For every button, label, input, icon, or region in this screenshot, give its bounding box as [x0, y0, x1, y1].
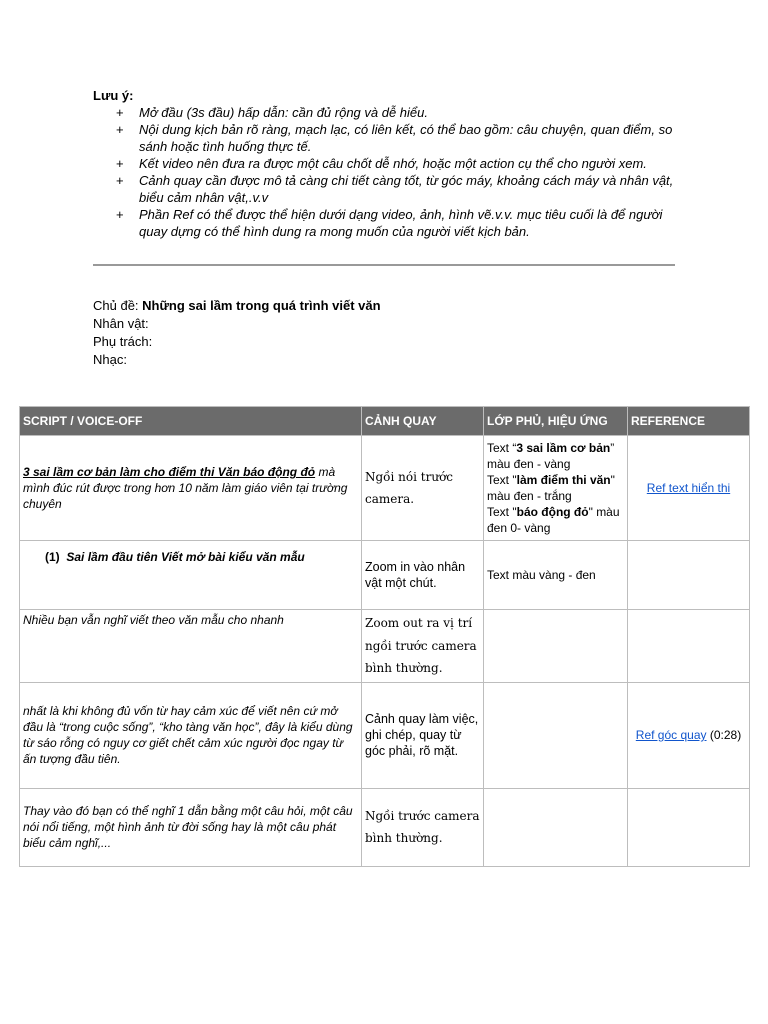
- reference-cell: [628, 682, 750, 788]
- topic-value: Những sai lầm trong quá trình viết văn: [142, 298, 381, 313]
- reference-cell: [628, 610, 750, 683]
- reference-cell: [628, 436, 750, 541]
- overlay-cell: Text màu vàng - đen: [484, 541, 628, 610]
- overlay-cell: Text “3 sai lầm cơ bản” màu đen - vàng Text "làm điểm thi văn" màu đen - trắng Text "báo động đỏ" màu đen 0- vàng: [484, 436, 628, 541]
- note-item: + Mở đầu (3s đầu) hấp dẫn: cần đủ rộng và dễ hiểu.: [116, 105, 428, 120]
- music-line: Nhạc:: [93, 352, 127, 367]
- note-item: + Phần Ref có thể được thể hiện dưới dạng video, ảnh, hình vẽ.v.v. mục tiêu cuối là để người quay dựng có thể hình dung ra mong muốn của người viết kịch bản.: [116, 207, 663, 239]
- script-cell: 3 sai lầm cơ bản làm cho điểm thi Văn báo động đỏ mà mình đúc rút được trong hơn 10 năm làm giáo viên tại trường chuyên: [20, 436, 362, 541]
- reference-link[interactable]: Ref text hiển thi: [646, 481, 731, 495]
- overlay-cell: [484, 610, 628, 683]
- script-table: [19, 406, 750, 867]
- notes-section: [93, 87, 675, 240]
- note-item: + Nội dung kịch bản rõ ràng, mạch lạc, có liên kết, có thể bao gồm: câu chuyện, quan điểm, so sánh hoặc tình huống thực tế.: [116, 122, 673, 154]
- overlay-cell: [484, 682, 628, 788]
- table-row: [20, 610, 750, 683]
- table-header-row: [20, 407, 750, 436]
- scene-cell: Zoom out ra vị trí ngồi trước camera bình thường.: [362, 610, 484, 683]
- table-row: [20, 788, 750, 866]
- note-item: + Kết video nên đưa ra được một câu chốt dễ nhớ, hoặc một action cụ thể cho người xem.: [116, 156, 647, 171]
- note-item: + Cảnh quay cần được mô tả càng chi tiết càng tốt, từ góc máy, khoảng cách máy và nhân vật, biểu cảm nhân vật,.v.v: [116, 173, 674, 205]
- bullet: +: [116, 105, 124, 120]
- horizontal-rule: [93, 264, 675, 266]
- table-row: [20, 541, 750, 610]
- overlay-cell: [484, 788, 628, 866]
- scene-cell: Ngồi trước camera bình thường.: [362, 788, 484, 866]
- table-row: [20, 436, 750, 541]
- table-row: [20, 682, 750, 788]
- header-overlay: LỚP PHỦ, HIỆU ỨNG: [484, 407, 628, 436]
- header-reference: REFERENCE: [628, 407, 750, 436]
- reference-time: (0:28): [706, 728, 742, 742]
- topic-line: Chủ đề: Những sai lầm trong quá trình viết văn: [93, 298, 381, 313]
- scene-cell: Ngồi nói trước camera.: [362, 436, 484, 541]
- bullet: +: [116, 156, 124, 171]
- header-script: SCRIPT / VOICE-OFF: [20, 407, 362, 436]
- owner-line: Phụ trách:: [93, 334, 153, 349]
- header-scene: CẢNH QUAY: [362, 407, 484, 436]
- scene-cell: Cảnh quay làm việc, ghi chép, quay từ góc phải, rõ mặt.: [362, 682, 484, 788]
- bullet: +: [116, 173, 124, 188]
- script-cell: nhất là khi không đủ vốn từ hay cảm xúc để viết nên cứ mở đầu là “trong cuộc sống”, “kho tàng văn học”, đây là kiểu dùng từ sáo rỗng có nguy cơ giết chết cảm xúc người đọc ngay từ ấn tượng đầu tiên.: [20, 682, 362, 788]
- bullet: +: [116, 122, 124, 137]
- reference-cell: [628, 541, 750, 610]
- script-cell: Thay vào đó bạn có thể nghĩ 1 dẫn bằng một câu hỏi, một câu nói nổi tiếng, một hình ảnh từ đời sống hay là một câu phát biểu cảm nghĩ,...: [20, 788, 362, 866]
- bullet: +: [116, 207, 124, 222]
- notes-list: [116, 104, 675, 240]
- scene-cell: Zoom in vào nhân vật một chút.: [362, 541, 484, 610]
- reference-cell: [628, 788, 750, 866]
- character-line: Nhân vật:: [93, 316, 149, 331]
- script-cell: Nhiều bạn vẫn nghĩ viết theo văn mẫu cho nhanh: [20, 610, 362, 683]
- info-section: [93, 297, 381, 369]
- notes-title: Lưu ý:: [93, 88, 134, 103]
- reference-link[interactable]: Ref góc quay: [635, 728, 707, 742]
- script-cell: (1) Sai lầm đầu tiên Viết mở bài kiểu văn mẫu: [20, 541, 362, 610]
